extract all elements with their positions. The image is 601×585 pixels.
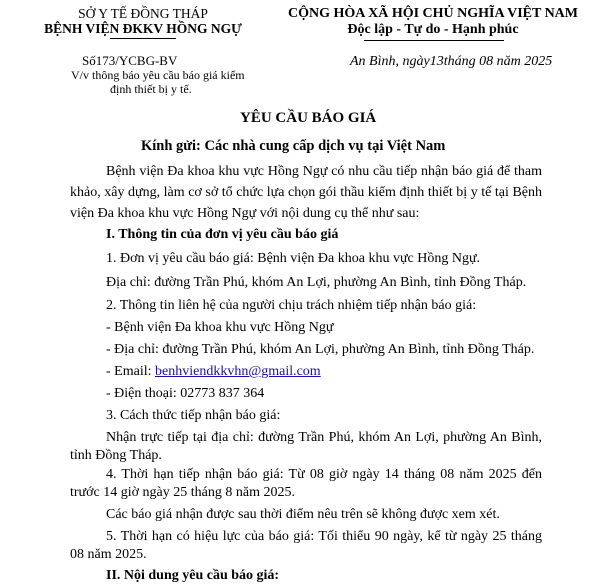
unit-address: Địa chỉ: đường Trần Phú, khóm An Lợi, phường An Bình, tỉnh Đồng Tháp. <box>106 275 527 290</box>
validity-line-1: 5. Thời hạn có hiệu lực của báo giá: Tối thiểu 90 ngày, kể từ ngày 25 tháng <box>106 529 542 544</box>
salutation: Kính gửi: Các nhà cung cấp dịch vụ tại Việt Nam <box>141 138 446 154</box>
requesting-unit: 1. Đơn vị yêu cầu báo giá: Bệnh viện Đa khoa khu vực Hồng Ngự. <box>106 251 481 266</box>
receive-method-line-2: tỉnh Đồng Tháp. <box>70 448 162 463</box>
department-name: SỞ Y TẾ ĐỒNG THÁP <box>78 6 208 21</box>
national-header <box>268 6 598 38</box>
hospital-name: BỆNH VIỆN ĐKKV HỒNG NGỰ <box>44 21 242 36</box>
country-name: CỘNG HÒA XÃ HỘI CHỦ NGHĨA VIỆT NAM <box>287 6 578 21</box>
email-link[interactable]: benhviendkkvhn@gmail.com <box>155 364 321 379</box>
intro-line-1: Bệnh viện Đa khoa khu vực Hồng Ngự có nhu cầu tiếp nhận báo giá để tham <box>106 164 542 179</box>
intro-line-2: khảo, xây dựng, làm cơ sở tổ chức lựa chọn gói thầu kiểm định thiết bị y tế tại Bệnh <box>70 185 542 200</box>
motto-underline <box>364 40 504 41</box>
contact-email-row <box>106 364 321 380</box>
subject-line-1: V/v thông báo yêu cầu báo giá kiểm <box>71 68 245 82</box>
late-submission-note: Các báo giá nhận được sau thời điểm nêu trên sẽ không được xem xét. <box>106 507 500 522</box>
contact-address: - Địa chỉ: đường Trần Phú, khóm An Lợi, phường An Bình, tỉnh Đồng Tháp. <box>106 342 535 357</box>
section-2-heading: II. Nội dung yêu cầu báo giá: <box>106 568 280 583</box>
validity-line-2: 08 năm 2025. <box>70 547 147 562</box>
contact-info-heading: 2. Thông tin liên hệ của người chịu trách nhiệm tiếp nhận báo giá: <box>106 298 477 313</box>
intro-line-3: viện Đa khoa khu vực Hồng Ngự với nội dung cụ thể như sau: <box>70 206 420 221</box>
issuer-underline <box>110 38 176 39</box>
place-and-date: An Bình, ngày13tháng 08 năm 2025 <box>350 54 553 69</box>
receive-method-heading: 3. Cách thức tiếp nhận báo giá: <box>106 408 281 423</box>
email-label: - Email: <box>106 364 155 379</box>
document-title: YÊU CẦU BÁO GIÁ <box>240 110 377 126</box>
national-motto: Độc lập - Tự do - Hạnh phúc <box>347 22 519 37</box>
deadline-line-2: trước 14 giờ ngày 25 tháng 8 năm 2025. <box>70 485 295 500</box>
contact-phone: - Điện thoại: 02773 837 364 <box>106 386 265 401</box>
section-1-heading: I. Thông tin của đơn vị yêu cầu báo giá <box>106 227 339 242</box>
contact-name: - Bệnh viện Đa khoa khu vực Hồng Ngự <box>106 320 334 335</box>
subject-line-2: định thiết bị y tế. <box>110 82 192 96</box>
document-number: Số173/YCBG-BV <box>82 53 178 68</box>
deadline-line-1: 4. Thời hạn tiếp nhận báo giá: Từ 08 giờ ngày 14 tháng 08 năm 2025 đến <box>106 467 542 482</box>
receive-method-line-1: Nhận trực tiếp tại địa chỉ: đường Trần Phú, khóm An Lợi, phường An Bình, <box>106 430 542 445</box>
issuer-block <box>0 6 286 36</box>
